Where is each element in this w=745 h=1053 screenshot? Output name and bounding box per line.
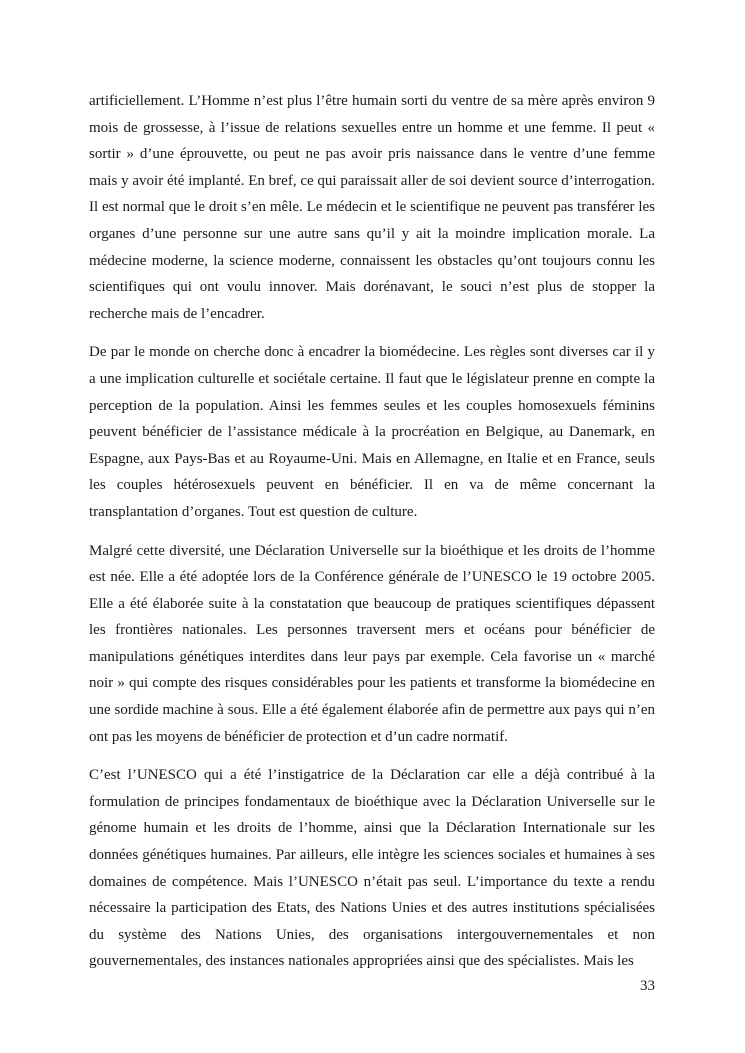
paragraph-2: De par le monde on cherche donc à encadrer la biomédecine. Les règles sont diverses car il y a une implication culturelle et sociétale certaine. Il faut que le législateur prenne en compte la perception de la population. Ainsi les femmes seules et les couples homosexuels féminins peuvent bénéficier de l’assistance médicale à la procréation en Belgique, au Danemark, en Espagne, aux Pays-Bas et au Royaume-Uni. Mais en Allemagne, en Italie et en France, seuls les couples hétérosexuels peuvent en bénéficier. Il en va de même concernant la transplantation d’organes. Tout est question de culture. [89, 344, 655, 520]
paragraph-1: artificiellement. L’Homme n’est plus l’être humain sorti du ventre de sa mère après environ 9 mois de grossesse, à l’issue de relations sexuelles entre un homme et une femme. Il peut « sortir » d’une éprouvette, ou peut ne pas avoir pris naissance dans le ventre d’une femme mais y avoir été implanté. En bref, ce qui paraissait aller de soi devient source d’interrogation. Il est normal que le droit s’en mêle. Le médecin et le scientifique ne peuvent pas transférer les organes d’une personne sur une autre sans qu’il y ait la moindre implication morale. La médecine moderne, la science moderne, connaissent les obstacles qu’ont toujours connu les scientifiques qui ont voulu innover. Mais dorénavant, le souci n’est plus de stopper la recherche mais de l’encadrer. [89, 93, 655, 322]
page-number: 33 [640, 978, 655, 994]
paragraph-4: C’est l’UNESCO qui a été l’instigatrice de la Déclaration car elle a déjà contribué à la formulation de principes fondamentaux de bioéthique avec la Déclaration Universelle sur le génome humain et les droits de l’homme, ainsi que la Déclaration Internationale sur les données génétiques humaines. Par ailleurs, elle intègre les sciences sociales et humaines à ses domaines de compétence. Mais l’UNESCO n’était pas seul. L’importance du texte a rendu nécessaire la participation des Etats, des Nations Unies et des autres institutions spécialisées du système des Nations Unies, des organisations intergouvernementales et non gouvernementales, des instances nationales appropriées ainsi que des spécialistes. Mais les [89, 767, 655, 970]
body-text [89, 88, 655, 987]
paragraph-3: Malgré cette diversité, une Déclaration Universelle sur la bioéthique et les droits de l’homme est née. Elle a été adoptée lors de la Conférence générale de l’UNESCO le 19 octobre 2005. Elle a été élaborée suite à la constatation que beaucoup de pratiques scientifiques dépassent les frontières nationales. Les personnes traversent mers et océans pour bénéficier de manipulations génétiques interdites dans leur pays par exemple. Cela favorise un « marché noir » qui compte des risques considérables pour les patients et transforme la biomédecine en une sordide machine à sous. Elle a été également élaborée afin de permettre aux pays qui n’en ont pas les moyens de bénéficier de protection et d’un cadre normatif. [89, 542, 655, 745]
